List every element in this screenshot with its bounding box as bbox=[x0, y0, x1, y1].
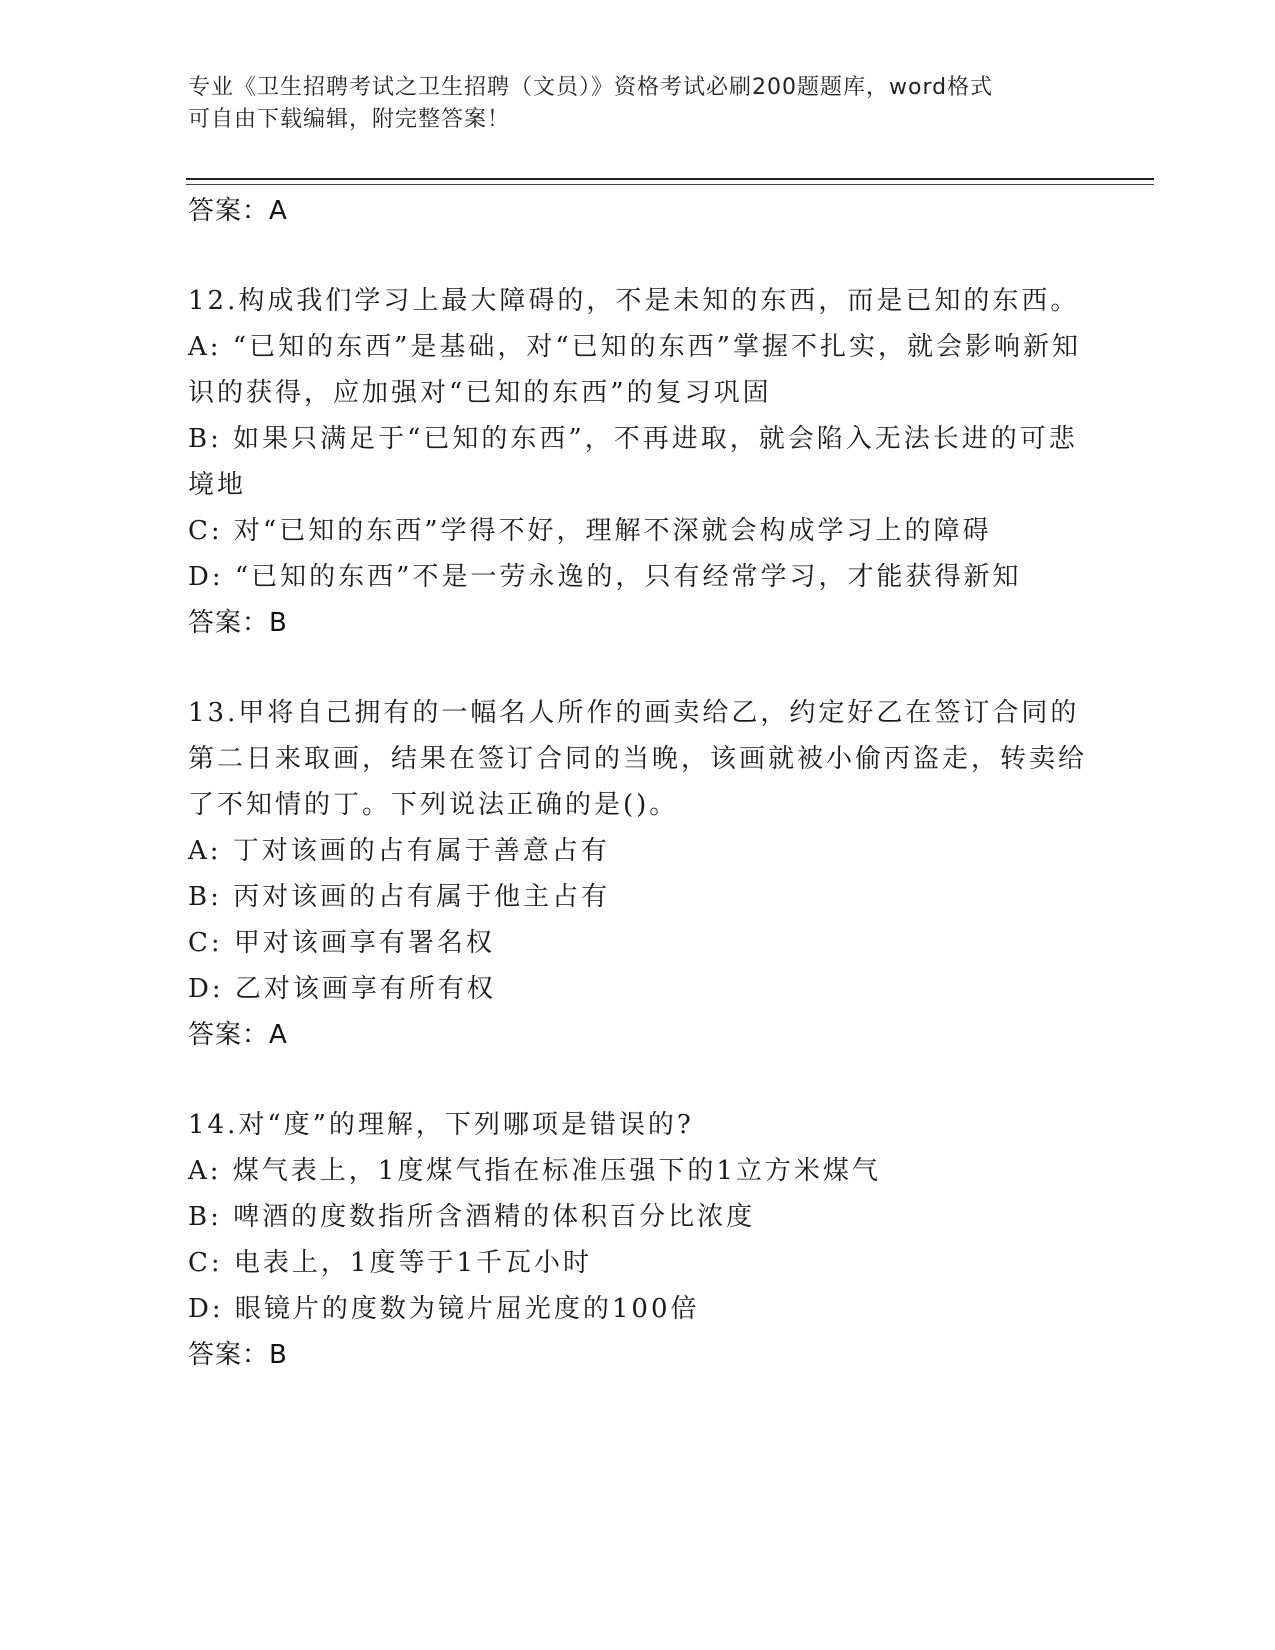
question-block bbox=[188, 690, 1088, 1058]
header-divider bbox=[186, 178, 1154, 180]
option-c: C: 电表上，1度等于1千瓦小时 bbox=[188, 1248, 593, 1278]
option-b: B: 啤酒的度数指所含酒精的体积百分比浓度 bbox=[188, 1202, 756, 1232]
option-a: A: 煤气表上，1度煤气指在标准压强下的1立方米煤气 bbox=[188, 1156, 881, 1186]
question-stem: 13.甲将自己拥有的一幅名人所作的画卖给乙，约定好乙在签订合同的第二日来取画，结果在签订合同的当晚，该画就被小偷丙盗走，转卖给了不知情的丁。下列说法正确的是()。 bbox=[188, 698, 1088, 820]
answer-line: 答案：A bbox=[188, 1020, 288, 1050]
option-a: A: 丁对该画的占有属于善意占有 bbox=[188, 836, 610, 866]
option-a: A: “已知的东西”是基础，对“已知的东西”掌握不扎实，就会影响新知识的获得，应加强对“已知的东西”的复习巩固 bbox=[188, 332, 1081, 408]
answer-line: 答案：B bbox=[188, 608, 288, 638]
question-block bbox=[188, 278, 1088, 646]
header-line-1: 专业《卫生招聘考试之卫生招聘（文员）》资格考试必刷200题题库，word格式 bbox=[188, 75, 994, 100]
question-stem: 12.构成我们学习上最大障碍的，不是未知的东西，而是已知的东西。 bbox=[188, 286, 1080, 316]
option-b: B: 丙对该画的占有属于他主占有 bbox=[188, 882, 611, 912]
option-c: C: 甲对该画享有署名权 bbox=[188, 928, 495, 958]
option-d: D: 乙对该画享有所有权 bbox=[188, 974, 496, 1004]
answer-line: 答案：A bbox=[188, 196, 288, 226]
header-line-2: 可自由下载编辑，附完整答案！ bbox=[188, 107, 511, 132]
question-list bbox=[188, 188, 1088, 1378]
header-divider-thin bbox=[186, 184, 1154, 185]
option-d: D: “已知的东西”不是一劳永逸的，只有经常学习，才能获得新知 bbox=[188, 562, 1022, 592]
option-b: B: 如果只满足于“已知的东西”，不再进取，就会陷入无法长进的可悲境地 bbox=[188, 424, 1078, 500]
question-stem: 14.对“度”的理解，下列哪项是错误的? bbox=[188, 1110, 694, 1140]
document-header bbox=[188, 72, 1068, 136]
answer-line: 答案：B bbox=[188, 1340, 288, 1370]
option-d: D: 眼镜片的度数为镜片屈光度的100倍 bbox=[188, 1294, 700, 1324]
option-c: C: 对“已知的东西”学得不好，理解不深就会构成学习上的障碍 bbox=[188, 516, 992, 546]
question-block bbox=[188, 1102, 1088, 1378]
